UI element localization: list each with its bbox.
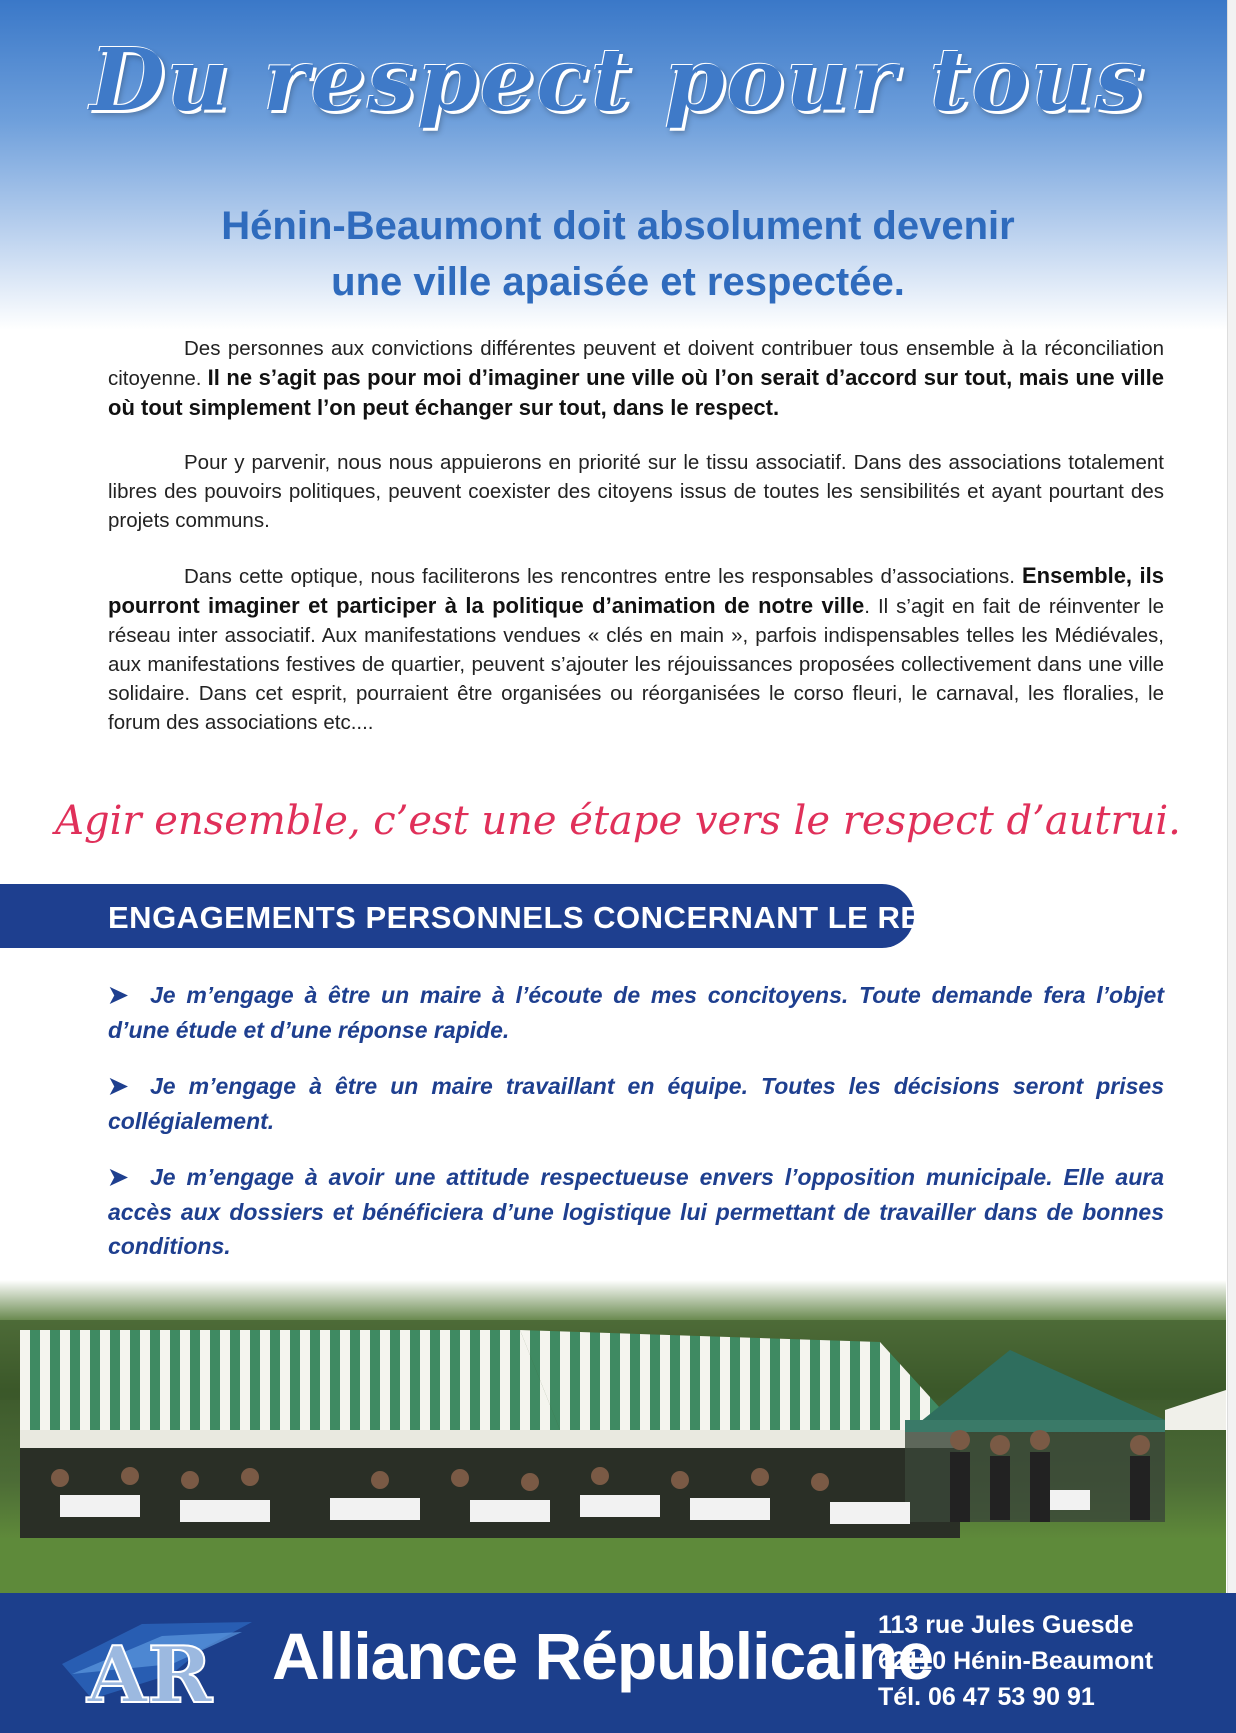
contact-address — [878, 1607, 1153, 1715]
paragraph-3 — [108, 561, 1164, 737]
paragraph-3-start: Dans cette optique, nous faciliterons les rencontres entre les responsables d’associations. — [184, 565, 1022, 588]
subtitle-line-1: Hénin-Beaumont doit absolument devenir — [221, 204, 1015, 248]
engagement-text: Je m’engage à être un maire à l’écoute de mes concitoyens. Toute demande fera l’objet d’une étude et d’une réponse rapide. — [108, 982, 1164, 1043]
ar-logo-icon — [52, 1604, 252, 1714]
engagement-item — [108, 978, 1164, 1047]
paragraph-1 — [108, 334, 1164, 423]
organization-name: Alliance Républicaine — [272, 1619, 934, 1693]
paragraph-1-text: Des personnes aux convictions différentes peuvent et doivent contribuer tous ensemble à la réconciliation citoyenne. — [108, 337, 1164, 390]
address-phone: Tél. 06 47 53 90 91 — [878, 1683, 1095, 1711]
subtitle-line-2: une ville apaisée et respectée. — [331, 260, 905, 304]
arrow-right-icon: ➤ — [108, 1164, 129, 1191]
event-photo — [0, 1280, 1226, 1593]
engagement-text: Je m’engage à avoir une attitude respectueuse envers l’opposition municipale. Elle aura accès aux dossiers et bénéficiera d’une logistique lui permettant de travailler dans de bonnes conditions. — [108, 1164, 1164, 1259]
page-title: Du respect pour tous — [90, 30, 1146, 131]
engagement-text: Je m’engage à être un maire travaillant en équipe. Toutes les décisions seront prises collégialement. — [108, 1073, 1164, 1134]
engagement-item — [108, 1160, 1164, 1263]
engagement-item — [108, 1069, 1164, 1138]
logo-letters: AR — [87, 1630, 213, 1714]
paragraph-2 — [108, 448, 1164, 535]
paragraph-1-bold: Il ne s’agit pas pour moi d’imaginer une ville où l’on serait d’accord sur tout, mais une ville où tout simplement l’on peut échanger sur tout, dans le respect. — [108, 365, 1164, 420]
engagements-list — [108, 978, 1164, 1285]
address-city: 62110 Hénin-Beaumont — [878, 1647, 1154, 1675]
outdoor-event-illustration — [0, 1280, 1226, 1593]
page-subtitle — [0, 198, 1236, 310]
paragraph-2-text: Pour y parvenir, nous nous appuierons en priorité sur le tissu associatif. Dans des associations totalement libres des pouvoirs politiques, peuvent coexister des citoyens issus de toutes les sensibilités et ayant pourtant des projets communs. — [108, 451, 1164, 532]
paragraph-3-end: . Il s’agit en fait de réinventer le réseau inter associatif. Aux manifestations vendues « clés en main », parfois indispensables telles les Médiévales, aux manifestations festives de quartier, peuvent s’ajouter les réjouissances proposées collectivement dans une ville solidaire. Dans cet esprit, pourraient être organisées ou réorganisées le corso fleuri, le carnaval, les floralies, le forum des associations etc.... — [108, 595, 1164, 734]
section-heading: ENGAGEMENTS PERSONNELS CONCERNANT LE RESPECT : — [108, 900, 1048, 935]
arrow-right-icon: ➤ — [108, 1073, 129, 1100]
slogan: Agir ensemble, c’est une étape vers le respect d’autrui. — [55, 798, 1181, 844]
paragraph-3-bold: Ensemble, ils pourront imaginer et participer à la politique d’animation de notre ville — [108, 563, 1165, 618]
arrow-right-icon: ➤ — [108, 982, 129, 1009]
address-street: 113 rue Jules Guesde — [878, 1611, 1134, 1639]
